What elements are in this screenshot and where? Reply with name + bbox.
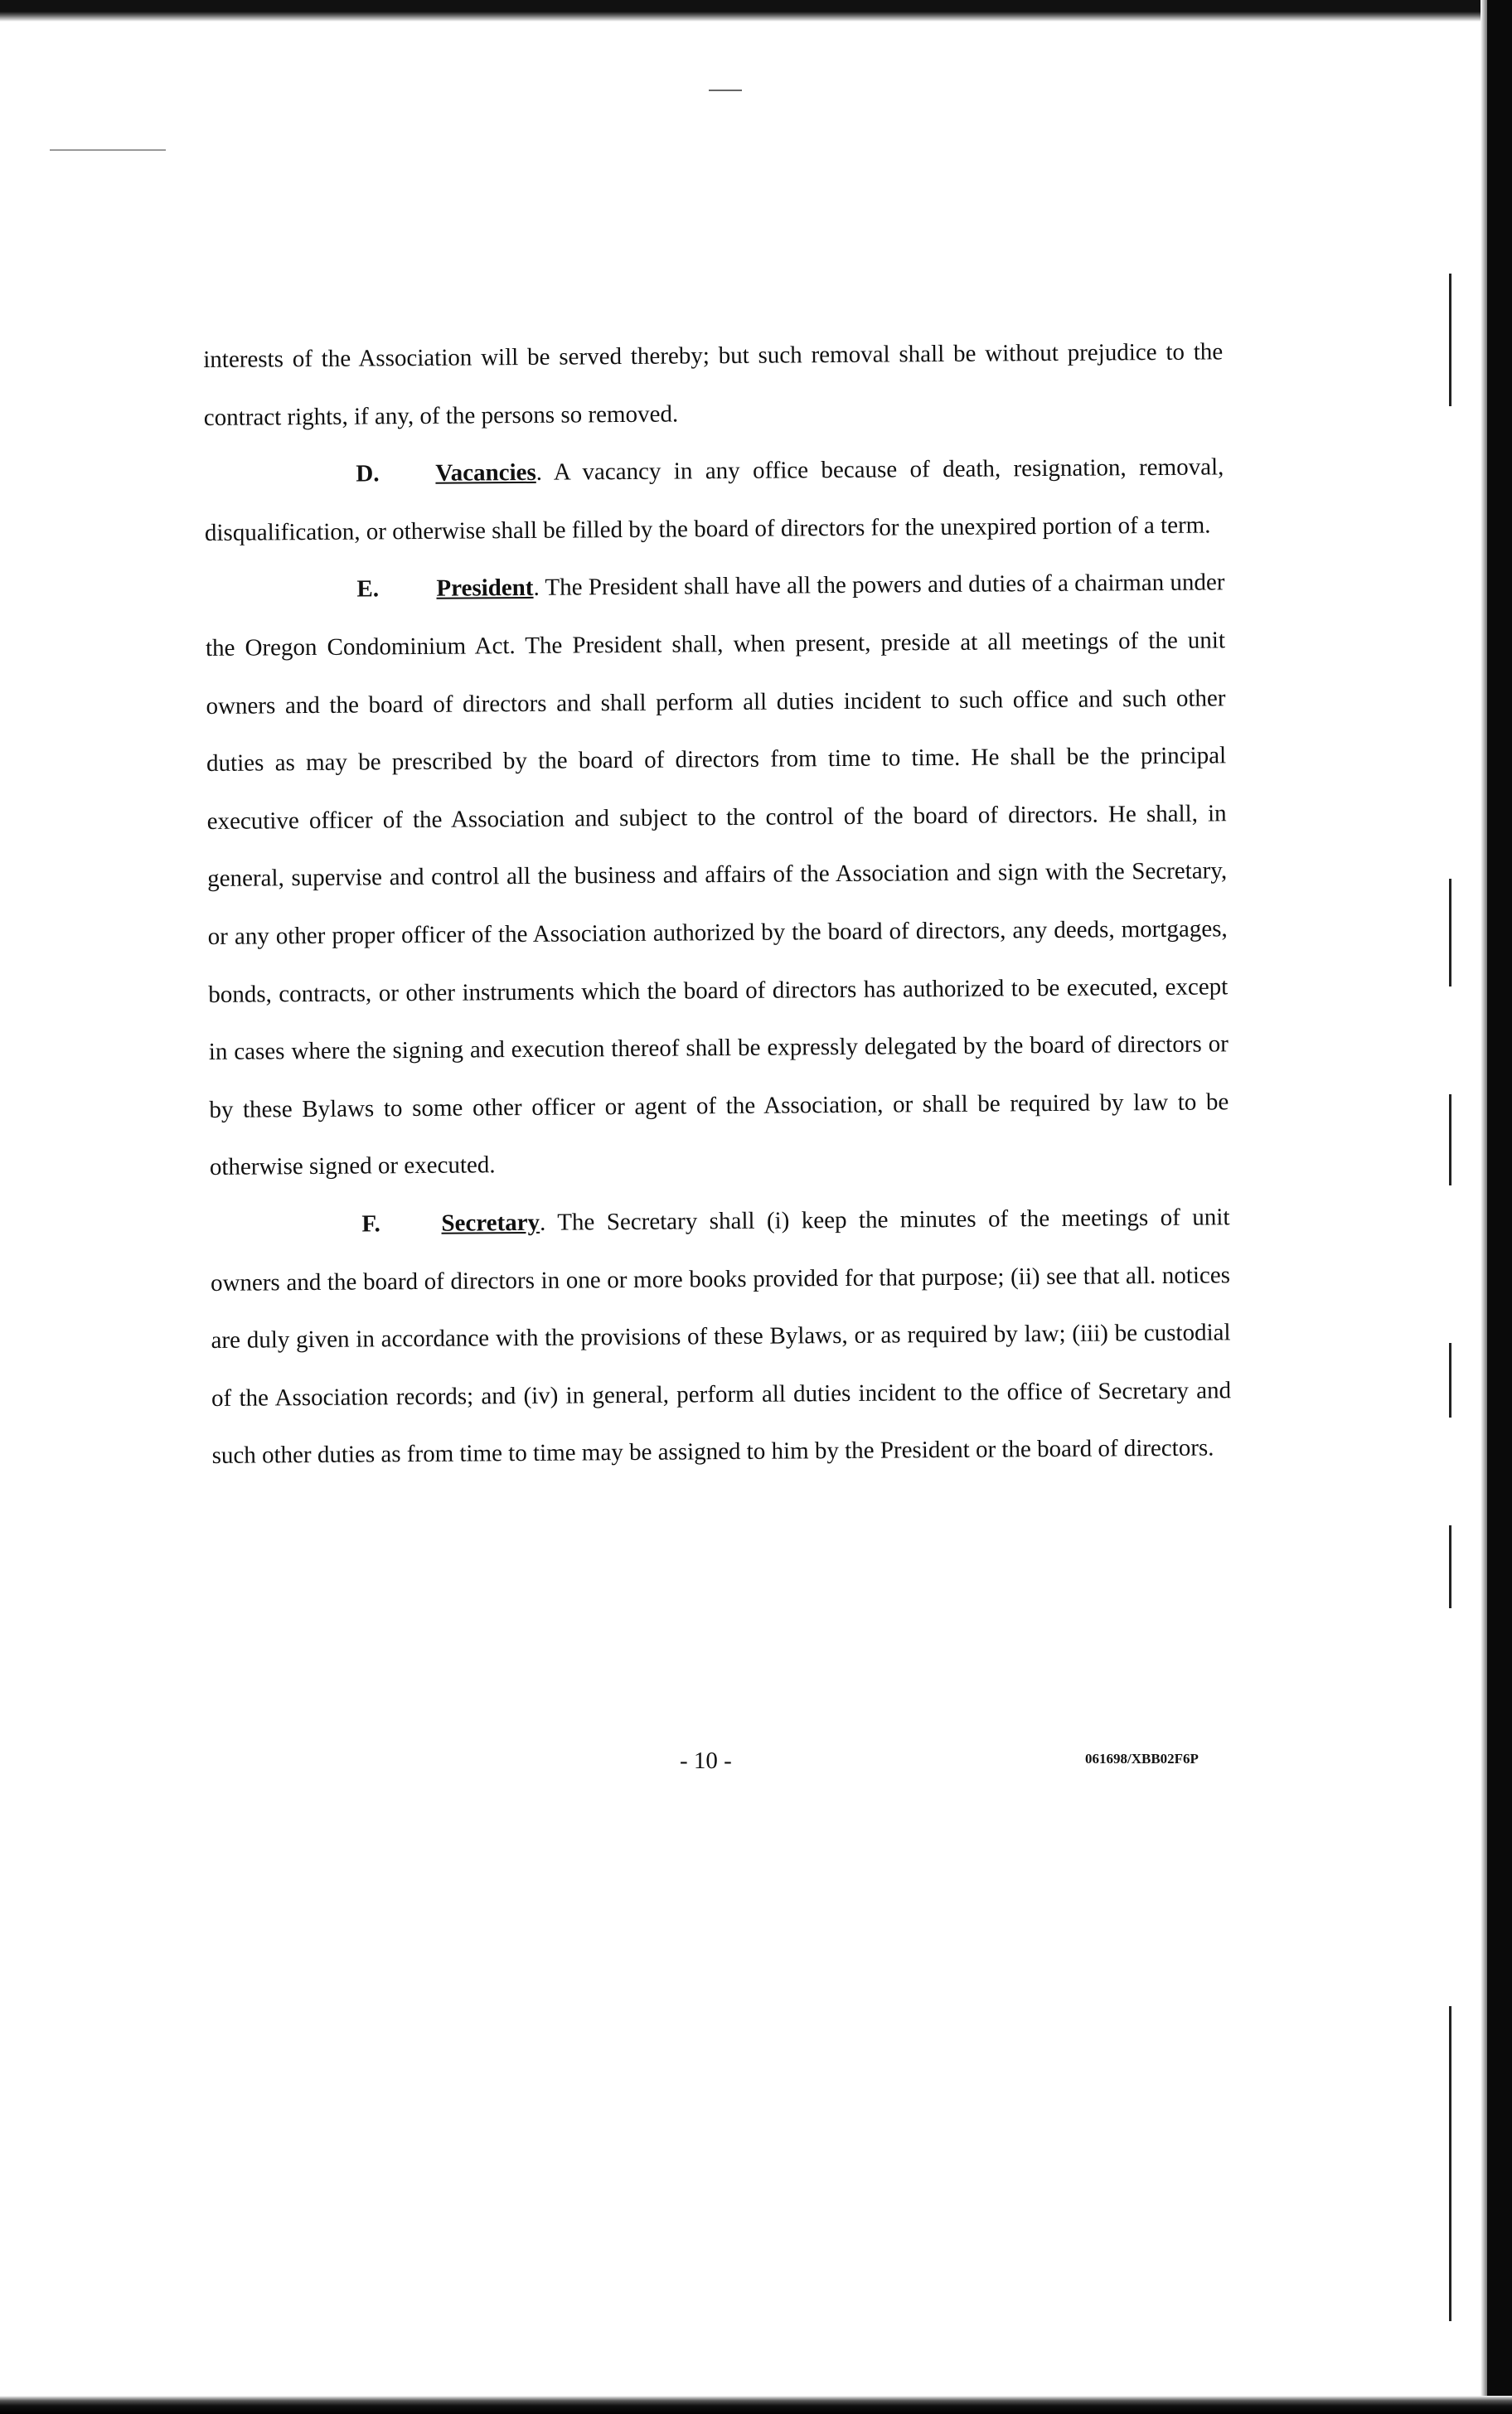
section-d-paragraph — [204, 439, 1224, 563]
section-f-paragraph — [210, 1189, 1232, 1486]
section-e-body: . The President shall have all the powers and duties of a chairman under the Oregon Condominium Act. The President shall, when present, preside at all meetings of the unit owners and the board of directors and shall perform all duties incident to such office and such other duties as may be prescribed by the board of directors from time to time. He shall be the principal executive officer of the Association and subject to the control of the board of directors. He shall, in general, supervise and control all the business and affairs of the Association and sign with the Secretary, or any other proper officer of the Association authorized by the board of directors, any deeds, mortgages, bonds, contracts, or other instruments which the board of directors has authorized to be executed, except in cases where the signing and execution thereof shall be expressly delegated by the board of directors or by these Bylaws to some other officer or agent of the Association, or shall be required by law to be otherwise signed or executed. — [205, 569, 1229, 1181]
scan-mark — [1449, 2006, 1451, 2321]
scan-edge-top — [0, 0, 1512, 22]
paragraph-continuation: interests of the Association will be served thereby; but such removal shall be without prejudice to the contract rights, if any, of the persons so removed. — [203, 338, 1224, 431]
scan-edge-bottom — [0, 2396, 1512, 2414]
scan-edge-right — [1487, 0, 1512, 2414]
section-d-body: . A vacancy in any office because of death, resignation, removal, disqualification, or otherwise shall be filled by the board of directors for the unexpired portion of a term. — [204, 453, 1224, 546]
scan-mark — [1449, 1343, 1451, 1418]
page-number: - 10 - — [680, 1747, 732, 1774]
body-text — [203, 323, 1232, 1485]
scan-mark — [709, 90, 742, 91]
scan-shadow-right — [1480, 0, 1487, 2414]
section-f-title: Secretary — [441, 1209, 540, 1237]
scan-mark — [1449, 274, 1451, 406]
section-e-letter: E. — [356, 575, 380, 603]
scan-mark — [50, 149, 166, 151]
section-e-paragraph — [205, 555, 1229, 1197]
section-d-title: Vacancies — [435, 459, 536, 487]
document-id: 061698/XBB02F6P — [1085, 1751, 1199, 1767]
section-d-letter: D. — [356, 460, 380, 487]
scan-mark — [1449, 879, 1451, 986]
section-f-body: . The Secretary shall (i) keep the minutes of the meetings of unit owners and the board of directors in one or more books provided for that purpose; (ii) see that all. notices are duly given in accordance with the provisions of these Bylaws, or as required by law; (iii) be custodial of the Association records; and (iv) in general, perform all duties incident to the office of Secretary and such other duties as from time to time may be assigned to him by the President or the board of directors. — [210, 1204, 1232, 1470]
scan-mark — [1449, 1525, 1451, 1608]
scan-mark — [1449, 1094, 1451, 1185]
section-e-title: President — [436, 574, 534, 603]
section-f-letter: F. — [361, 1210, 380, 1238]
